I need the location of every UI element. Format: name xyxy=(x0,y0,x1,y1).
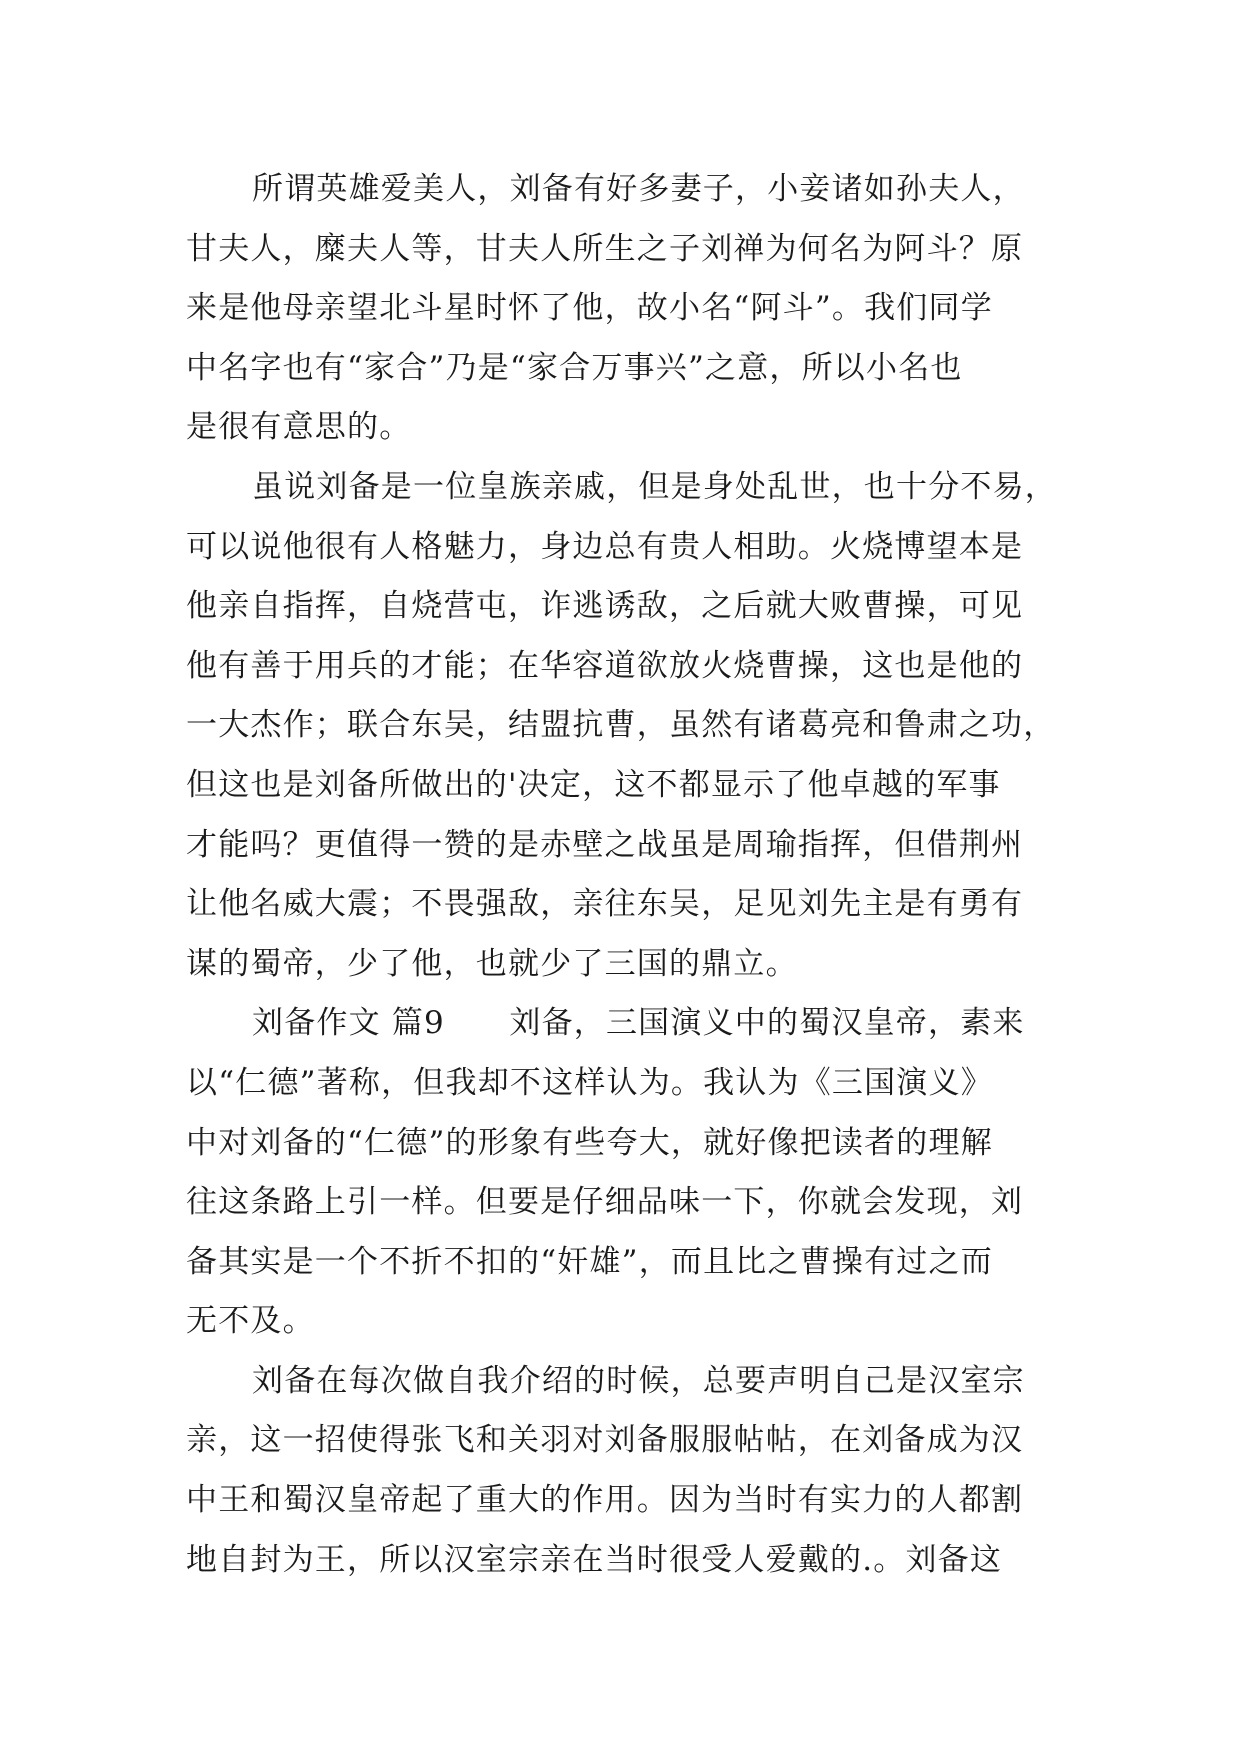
text-line: 刘备在每次做自我介绍的时候，总要声明自己是汉室宗 xyxy=(252,1362,1025,1399)
text-line: 无不及。 xyxy=(186,1303,315,1340)
text-line: 所谓英雄爱美人，刘备有好多妻子，小妾诸如孙夫人， xyxy=(252,171,1025,207)
text-line: 亲，这一招使得张飞和关羽对刘备服服帖帖，在刘备成为汉 xyxy=(186,1422,1024,1459)
text-line: 他亲自指挥，自烧营屯，诈逃诱敌，之后就大败曹操，可见 xyxy=(186,588,1024,625)
text-line: 中王和蜀汉皇帝起了重大的作用。因为当时有实力的人都割 xyxy=(186,1482,1024,1519)
text-line: 谋的蜀帝，少了他，也就少了三国的鼎立。 xyxy=(186,945,798,982)
text-line: 中对刘备的“仁德”的形象有些夸大，就好像把读者的理解 xyxy=(186,1124,993,1161)
text-line: 地自封为王，所以汉室宗亲在当时很受人爱戴的.。刘备这 xyxy=(186,1541,1003,1578)
text-line: 虽说刘备是一位皇族亲戚，但是身处乱世，也十分不易， xyxy=(252,468,1057,505)
text-line: 备其实是一个不折不扣的“奸雄”，而且比之曹操有过之而 xyxy=(186,1243,993,1280)
text-line: 他有善于用兵的才能；在华容道欲放火烧曹操，这也是他的 xyxy=(186,647,1024,684)
text-line: 是很有意思的。 xyxy=(186,409,412,446)
text-line: 但这也是刘备所做出的'决定，这不都显示了他卓越的军事 xyxy=(186,766,1001,803)
text-line: 来是他母亲望北斗星时怀了他，故小名“阿斗”。我们同学 xyxy=(186,290,993,327)
text-line: 甘夫人，糜夫人等，甘夫人所生之子刘禅为何名为阿斗？原 xyxy=(186,230,1024,267)
text-line: 中名字也有“家合”乃是“家合万事兴”之意，所以小名也 xyxy=(186,349,963,386)
text-line: 让他名威大震；不畏强敌，亲往东吴，足见刘先主是有勇有 xyxy=(186,886,1024,923)
text-line: 可以说他很有人格魅力，身边总有贵人相助。火烧博望本是 xyxy=(186,528,1024,565)
text-line: 一大杰作；联合东吴，结盟抗曹，虽然有诸葛亮和鲁肃之功， xyxy=(186,707,1056,744)
text-line: 才能吗？更值得一赞的是赤壁之战虽是周瑜指挥，但借荆州 xyxy=(186,826,1024,863)
document-body xyxy=(186,160,1076,1590)
text-line: 往这条路上引一样。但要是仔细品味一下，你就会发现，刘 xyxy=(186,1184,1024,1221)
text-line: 以“仁德”著称，但我却不这样认为。我认为《三国演义》 xyxy=(186,1064,993,1101)
text-line: 刘备作文 篇9 刘备，三国演义中的蜀汉皇帝，素来 xyxy=(252,1005,1025,1042)
